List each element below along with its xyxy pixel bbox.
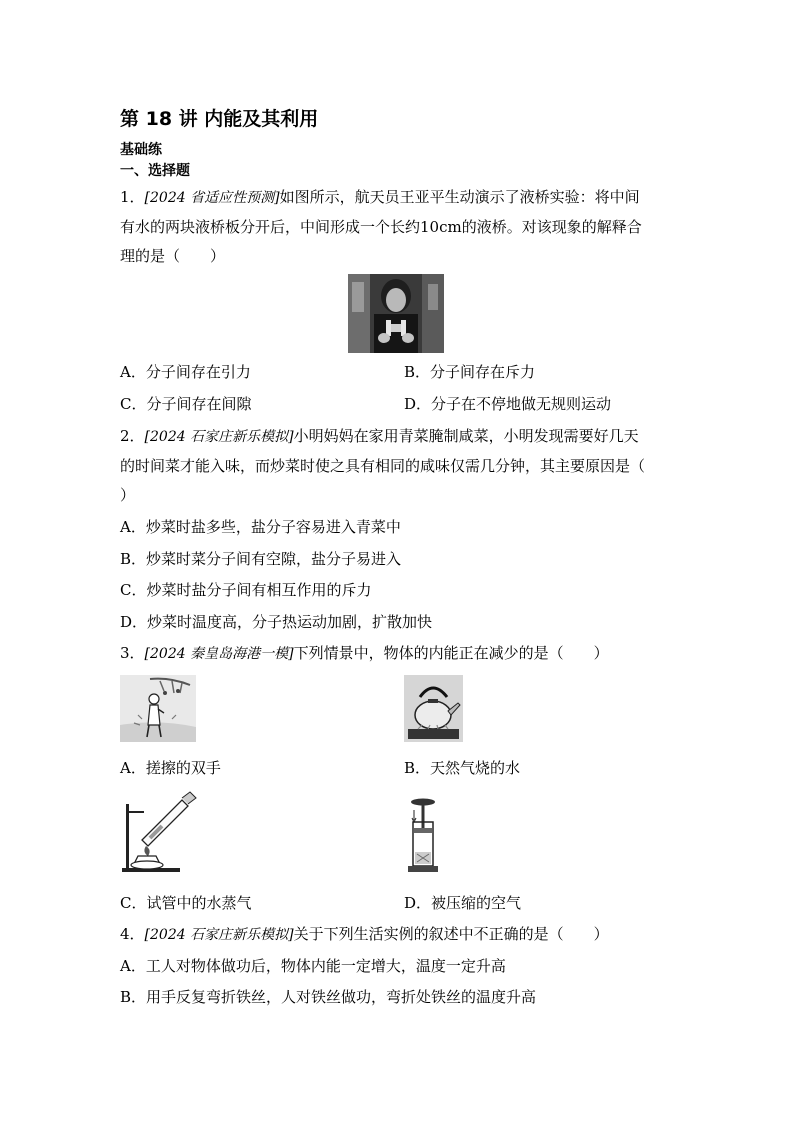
rubbing-hands-illustration bbox=[120, 675, 196, 742]
q1-option-a: A．分子间存在引力 bbox=[120, 363, 251, 381]
q1-option-d: D．分子在不停地做无规则运动 bbox=[404, 395, 612, 413]
q2-option-c: C．炒菜时盐分子间有相互作用的斥力 bbox=[120, 581, 372, 599]
q2-option-b: B．炒菜时菜分子间有空隙，盐分子易进入 bbox=[120, 550, 402, 568]
q4-option-a: A．工人对物体做功后，物体内能一定增大，温度一定升高 bbox=[120, 957, 506, 975]
q2-text-1: 小明妈妈在家用青菜腌制咸菜，小明发现需要好几天 bbox=[293, 427, 639, 445]
q1-text-1: 如图所示，航天员王亚平生动演示了液桥实验：将中间 bbox=[279, 188, 640, 206]
q1-option-c: C．分子间存在间隙 bbox=[120, 395, 252, 413]
q3-option-b: B．天然气烧的水 bbox=[404, 759, 521, 777]
subsection-heading: 一、选择题 bbox=[120, 163, 190, 179]
q3-option-d: D．被压缩的空气 bbox=[404, 894, 522, 912]
q1-line-1 bbox=[120, 187, 640, 208]
q1-number: 1． bbox=[120, 188, 145, 206]
q1-source: [2024 省适应性预测] bbox=[144, 190, 280, 206]
q1-line-3: 理的是（ ） bbox=[120, 247, 226, 265]
q3-line-1 bbox=[120, 643, 609, 664]
kettle-on-stove-illustration bbox=[404, 675, 463, 742]
q4-option-b: B．用手反复弯折铁丝，人对铁丝做功，弯折处铁丝的温度升高 bbox=[120, 988, 537, 1006]
q2-source: [2024 石家庄新乐模拟] bbox=[144, 429, 294, 445]
q3-option-a: A．搓擦的双手 bbox=[120, 759, 221, 777]
liquid-bridge-photo bbox=[348, 274, 444, 353]
q1-line-2: 有水的两块液桥板分开后，中间形成一个长约10cm的液桥。对该现象的解释合 bbox=[120, 218, 642, 236]
q2-option-a: A．炒菜时盐多些，盐分子容易进入青菜中 bbox=[120, 518, 401, 536]
q2-line-3: ） bbox=[120, 486, 136, 504]
q3-number: 3． bbox=[120, 644, 145, 662]
q2-line-1 bbox=[120, 426, 639, 447]
page-title: 第 18 讲 内能及其利用 bbox=[120, 108, 319, 130]
compressed-air-illustration bbox=[404, 798, 442, 874]
q4-text: 关于下列生活实例的叙述中不正确的是（ ） bbox=[293, 925, 609, 943]
q2-number: 2． bbox=[120, 427, 145, 445]
q4-number: 4． bbox=[120, 925, 145, 943]
q3-option-c: C．试管中的水蒸气 bbox=[120, 894, 252, 912]
q1-option-b: B．分子间存在斥力 bbox=[404, 363, 536, 381]
q4-line-1 bbox=[120, 924, 609, 945]
q2-option-d: D．炒菜时温度高，分子热运动加剧，扩散加快 bbox=[120, 613, 433, 631]
q2-line-2: 的时间菜才能入味，而炒菜时使之具有相同的咸味仅需几分钟，其主要原因是（ bbox=[120, 457, 646, 475]
test-tube-steam-illustration bbox=[120, 790, 198, 874]
q3-source: [2024 秦皇岛海港一模] bbox=[144, 646, 294, 662]
q4-source: [2024 石家庄新乐模拟] bbox=[144, 927, 294, 943]
q3-text: 下列情景中，物体的内能正在减少的是（ ） bbox=[293, 644, 609, 662]
section-heading: 基础练 bbox=[120, 142, 162, 158]
